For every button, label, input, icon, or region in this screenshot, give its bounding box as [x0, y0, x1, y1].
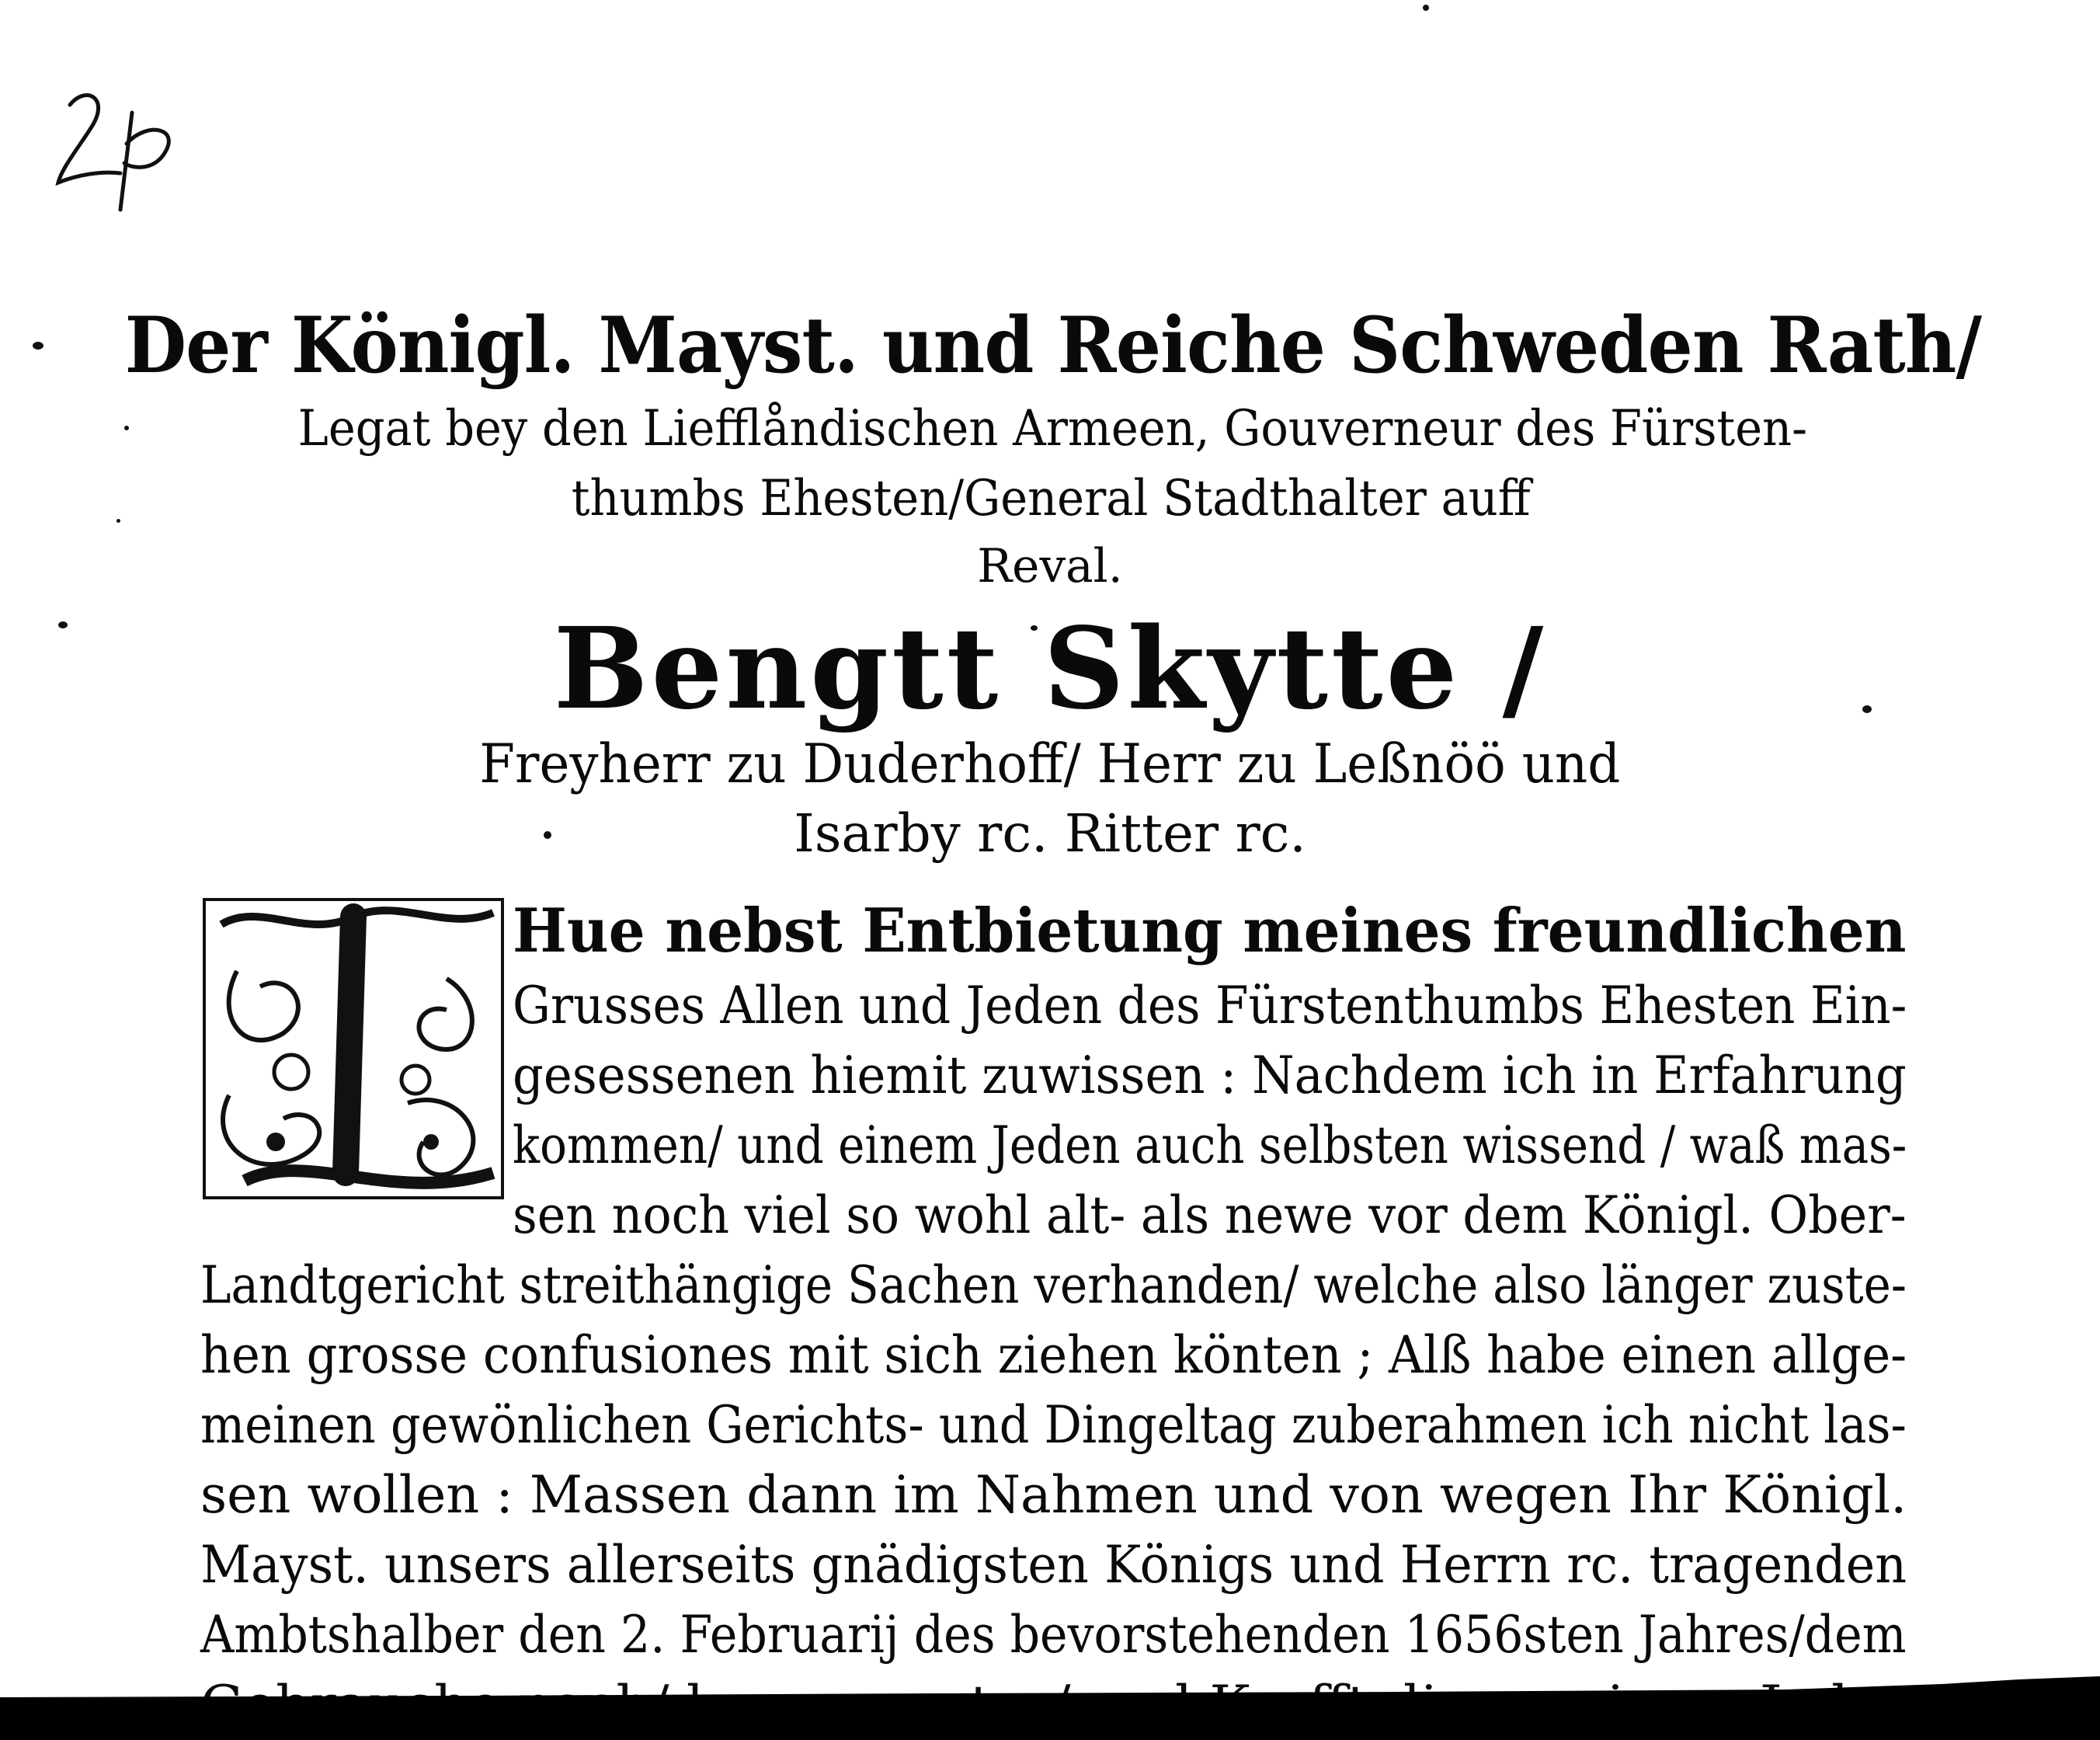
decorated-initial-ornament: [198, 893, 509, 1204]
body-text-line: kommen/ und einem Jeden auch selbsten wissend / waß mas-: [513, 1115, 1907, 1175]
body-text-line: sen wollen : Massen dann im Nahmen und von wegen Ihr Königl.: [200, 1465, 1907, 1525]
body-text-line: Hue nebst Entbietung meines freundlichen: [513, 896, 1907, 966]
handwritten-note: [47, 82, 186, 214]
scan-torn-edge: [0, 1670, 2100, 1740]
body-text-line: sen noch viel so wohl alt- als newe vor dem Königl. Ober-: [513, 1185, 1907, 1245]
ink-speck: [33, 342, 43, 350]
issuer-titles-line-2: Isarby rc. Ritter rc.: [794, 803, 1306, 864]
issuer-name: Bengtt Skytte /: [553, 604, 1547, 735]
heading-title: Der Königl. Mayst. und Reiche Schweden Rath/: [124, 300, 1982, 391]
body-text-line: hen grosse confusiones mit sich ziehen könten ; Alß habe einen allge-: [200, 1325, 1907, 1385]
heading-subtitle-line-2: thumbs Ehesten/General Stadthalter auff: [571, 469, 1531, 527]
body-text-line: Ambtshalber den 2. Februarij des bevorstehenden 1656sten Jahres/dem: [200, 1605, 1907, 1665]
heading-subtitle-line-1: Legat bey den Liefflåndischen Armeen, Gouverneur des Fürsten-: [297, 399, 1808, 457]
heading-subtitle-line-3: Reval.: [977, 540, 1123, 593]
ink-speck: [1423, 5, 1429, 11]
body-text-line: gesessenen hiemit zuwissen : Nachdem ich in Erfahrung: [513, 1046, 1907, 1105]
body-text-line: Grusses Allen und Jeden des Fürstenthumbs Ehesten Ein-: [513, 976, 1907, 1035]
body-text-line: Mayst. unsers allerseits gnädigsten Königs und Herrn rc. tragenden: [200, 1535, 1907, 1595]
body-text-line: meinen gewönlichen Gerichts- und Dingeltag zuberahmen ich nicht las-: [200, 1395, 1907, 1455]
issuer-titles-line-1: Freyherr zu Duderhoff/ Herr zu Leßnöö und: [479, 733, 1621, 795]
body-text-line: Landtgericht streithängige Sachen verhanden/ welche also länger zuste-: [200, 1255, 1907, 1315]
